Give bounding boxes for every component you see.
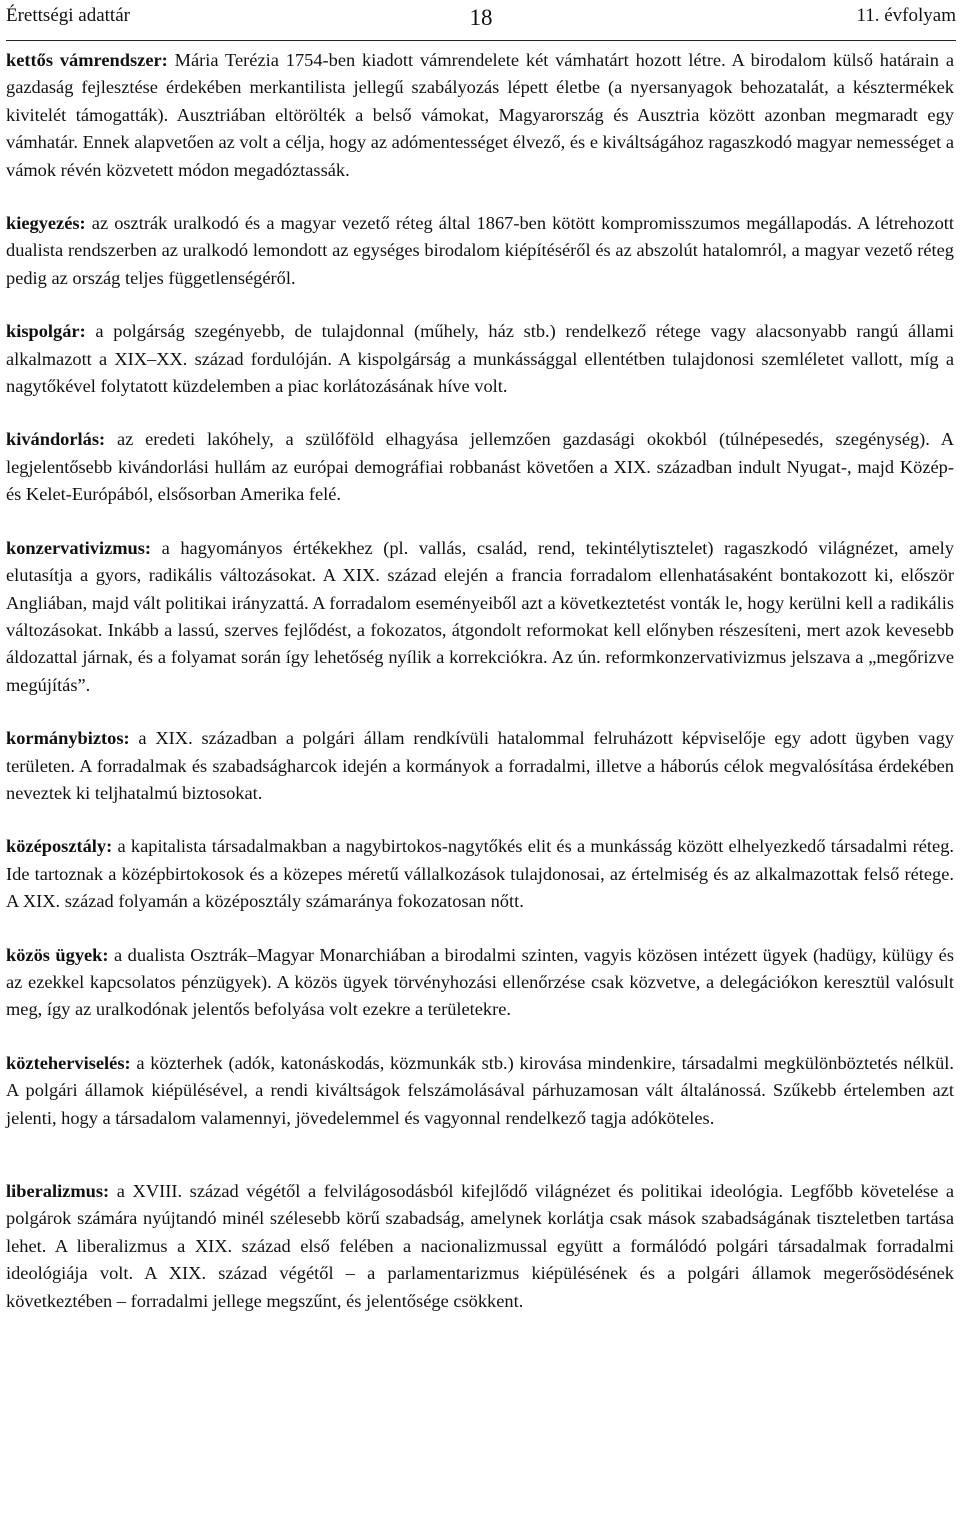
entry-term: középosztály: <box>6 836 113 857</box>
glossary-entry-kettos-vamrendszer <box>6 47 954 184</box>
glossary-entry-kozeposztaly <box>6 833 954 915</box>
glossary-entry-liberalizmus <box>6 1178 954 1315</box>
entry-term: közös ügyek: <box>6 944 109 965</box>
glossary-entry-kivandorlas <box>6 426 954 508</box>
page-header <box>6 2 956 32</box>
entry-term: liberalizmus: <box>6 1181 110 1201</box>
glossary-content <box>6 47 954 1341</box>
entry-term: kispolgár: <box>6 321 86 342</box>
entry-term: kettős vámrendszer: <box>6 50 168 70</box>
entry-definition: az eredeti lakóhely, a szülőföld elhagyása jellemzően gazdasági okokból (túlnépesedés, szegénység). A legjelentősebb kivándorlási hullám az európai demográfiai robbanást követően a XIX. században indult Nyugat-, majd Közép- és Kelet-Európából, elsősorban Amerika felé. <box>6 429 954 505</box>
glossary-entry-kormanybiztos <box>6 725 954 807</box>
entry-definition: az osztrák uralkodó és a magyar vezető réteg által 1867-ben kötött kompromisszumos megállapodás. A létrehozott dualista rendszerben az uralkodó lemondott az egységes birodalom kiépítéséről és az abszolút hatalomról, a magyar vezető réteg pedig az ország teljes függetlenségéről. <box>6 213 954 288</box>
entry-definition: a dualista Osztrák–Magyar Monarchiában a birodalmi szinten, vagyis közösen intézett ügyek (hadügy, külügy és az ezekkel kapcsolatos pénzügyek). A közös ügyek törvényhozási ellenőrzése csak közvetve, a delegációkon keresztül valósult meg, így az uralkodónak jelentős befolyása volt ezekre a területekre. <box>6 944 954 1020</box>
entry-definition: a hagyományos értékekhez (pl. vallás, család, rend, tekintélytisztelet) ragaszkodó világnézet, amely elutasítja a gyors, radikális változásokat. A XIX. század elején a francia forradalom ellenhatásaként bontakozott ki, először Angliában, majd vált politikai irányzattá. A forradalom eseményeiből azt a következtetést vonták le, hogy kerülni kell a radikális változásokat. Inkább a lassú, szerves fejlődést, a fokozatos, átgondolt reformokat kell előnyben részesíteni, mert azok kevesebb áldozattal járnak, és a folyamat során így lehetőség nyílik a korrekciókra. Az ún. reformkonzervativizmus jelszava a „megőrizve megújítás”. <box>6 537 954 695</box>
glossary-entry-kozos-ugyek <box>6 942 954 1024</box>
entry-term: közteherviselés: <box>6 1052 131 1073</box>
entry-term: konzervativizmus: <box>6 537 152 558</box>
entry-definition: a XIX. században a polgári állam rendkívüli hatalommal felruházott képviselője egy adott ügyben vagy területen. A forradalmak és szabadságharcok idején a kormányok a forradalmi, illetve a háborús célok megvalósítása érdekében neveztek ki teljhatalmú biztosokat. <box>6 728 954 803</box>
header-grade: 11. évfolyam <box>856 5 956 26</box>
header-title: Érettségi adattár <box>6 5 130 26</box>
entry-term: kivándorlás: <box>6 429 106 450</box>
entry-term: kormánybiztos: <box>6 728 130 749</box>
entry-definition: a polgárság szegényebb, de tulajdonnal (műhely, ház stb.) rendelkező rétege vagy alacsonyabb rangú állami alkalmazott a XIX–XX. század fordulóján. A kispolgárság a munkássággal ellentétben tulajdonosi szemléletet vallott, míg a nagytőkével folytatott küzdelemben a piac korlátozásának híve volt. <box>6 321 954 397</box>
glossary-entry-kispolgar <box>6 318 954 400</box>
entry-definition: a XVIII. század végétől a felvilágosodásból kifejlődő világnézet és politikai ideológia. Legfőbb követelése a polgárok számára nyújtandó minél szélesebb körű szabadság, amelynek korlátja csak mások szabadságának tiszteletben tartása lehet. A liberalizmus a XIX. század első felében a nacionalizmussal együtt a formálódó polgári társadalmak forradalmi ideológiája volt. A XIX. század végétől – a parlamentarizmus kiépülésének és a polgári államok megerősödésének következtében – forradalmi jellege megszűnt, és jelentősége csökkent. <box>6 1181 954 1311</box>
header-divider <box>6 40 956 41</box>
glossary-entry-konzervativizmus <box>6 535 954 699</box>
entry-term: kiegyezés: <box>6 213 86 234</box>
page-number: 18 <box>469 5 493 30</box>
glossary-entry-kozteherviseles <box>6 1050 954 1132</box>
entry-definition: Mária Terézia 1754-ben kiadott vámrendelete két vámhatárt hozott létre. A birodalom külső határain a gazdaság fejlesztése érdekében merkantilista jellegű szabályozás lépett életbe (a nyersanyagok behozatalát, a késztermékek kivitelét támogatták). Ausztriában eltörölték a belső vámokat, Magyarország és Ausztria között azonban megmaradt egy vámhatár. Ennek alapvetően az volt a célja, hogy az adómentességet élvező, és e kiváltságához ragaszkodó magyar nemességet a vámok révén közvetett módon megadóztassák. <box>6 50 954 180</box>
entry-definition: a közterhek (adók, katonáskodás, közmunkák stb.) kirovása mindenkire, társadalmi megkülönböztetés nélkül. A polgári államok kiépülésével, a rendi kiváltságok felszámolásával párhuzamosan vált általánossá. Szűkebb értelemben azt jelenti, hogy a társadalom valamennyi, jövedelemmel és vagyonnal rendelkező tagja adóköteles. <box>6 1052 954 1128</box>
glossary-entry-kiegyezes <box>6 210 954 292</box>
entry-definition: a kapitalista társadalmakban a nagybirtokos-nagytőkés elit és a munkásság között elhelyezkedő társadalmi réteg. Ide tartoznak a középbirtokosok és a közepes méretű vállalkozások tulajdonosai, az értelmiség és az alkalmazottak felső rétege. A XIX. század folyamán a középosztály számaránya fokozatosan nőtt. <box>6 836 954 912</box>
